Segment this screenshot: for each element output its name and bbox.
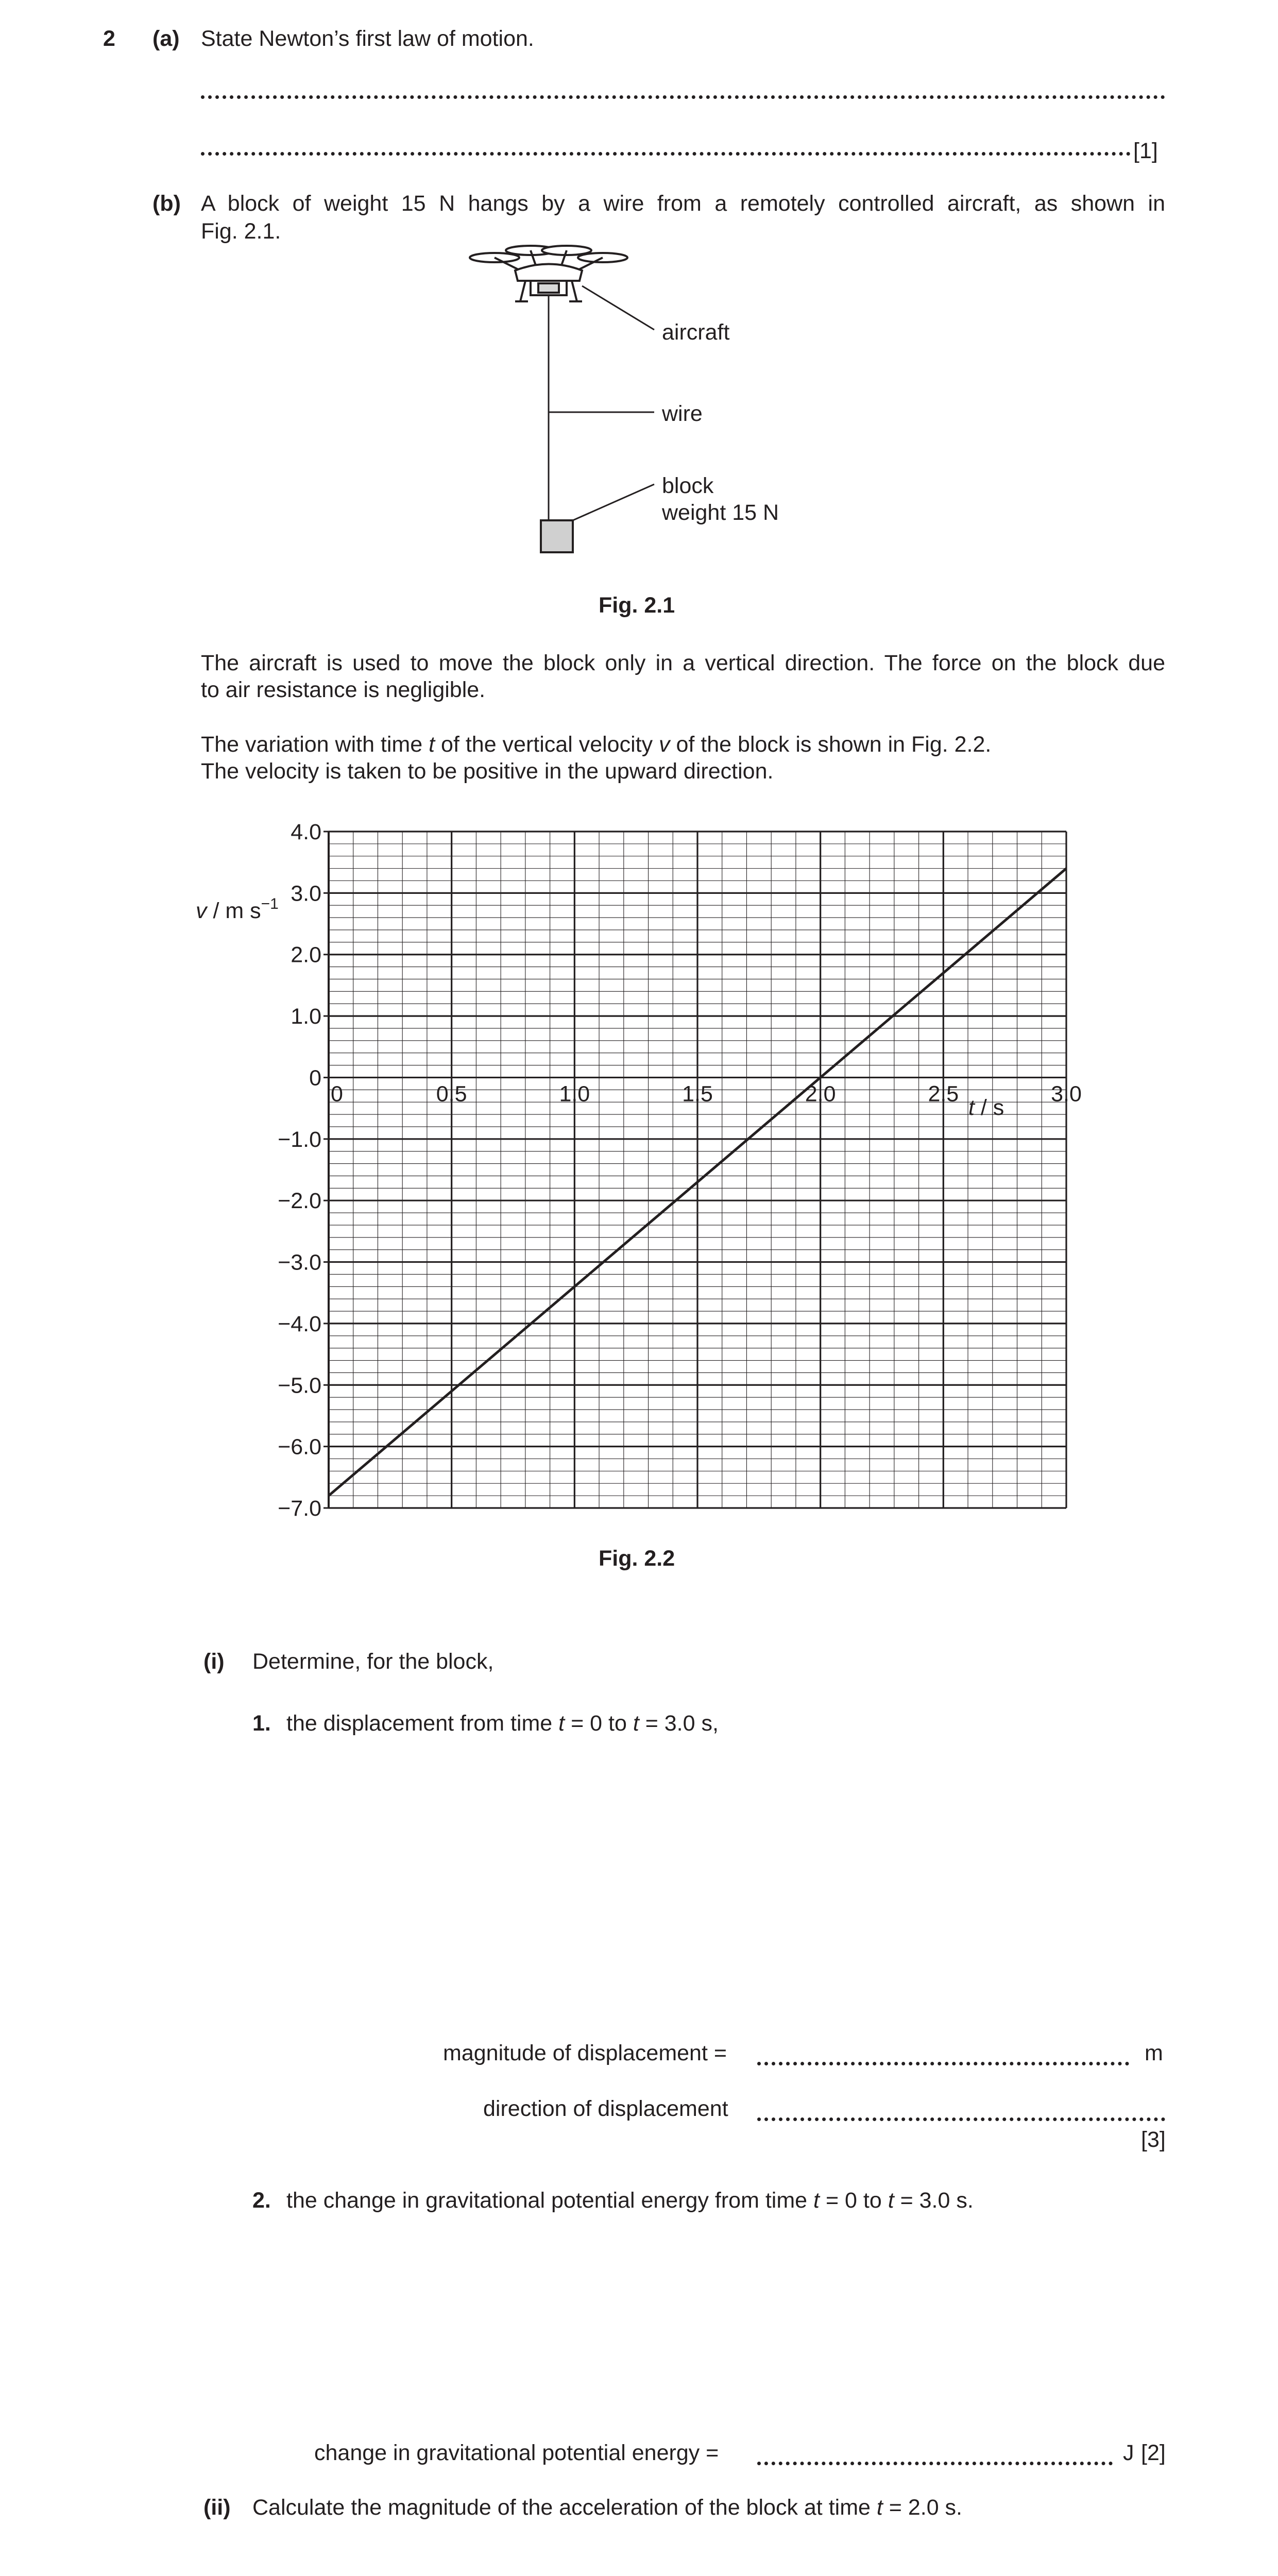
y-tick-label: 0: [309, 1065, 321, 1091]
y-tick-label: −4.0: [278, 1311, 321, 1336]
para1-line2: to air resistance is negligible.: [201, 677, 486, 702]
x-tick-label: 3.0: [1051, 1081, 1082, 1107]
part-b-intro-line2: Fig. 2.1.: [201, 219, 281, 244]
x-tick-label: 0.5: [436, 1081, 467, 1107]
y-tick-label: 3.0: [291, 881, 321, 906]
y-tick-label: −6.0: [278, 1434, 321, 1460]
part-a-label: (a): [152, 26, 180, 51]
displacement-answer-line[interactable]: [757, 2062, 1129, 2065]
ans-displacement-label: magnitude of displacement =: [443, 2041, 727, 2065]
part-a-question: State Newton’s first law of motion.: [201, 26, 534, 51]
y-tick-label: −3.0: [278, 1250, 321, 1275]
graph-tick-labels: [278, 820, 1082, 1520]
fig-2-2-velocity-time-graph: [191, 809, 1118, 1520]
fig-2-1-caption: Fig. 2.1: [599, 593, 675, 618]
fig1-label-weight: weight 15 N: [662, 500, 779, 525]
part-i-intro: Determine, for the block,: [252, 1649, 494, 1674]
part-b-label: (b): [152, 191, 181, 216]
y-tick-label: 4.0: [291, 820, 321, 844]
ans-direction-label: direction of displacement: [483, 2096, 728, 2121]
para2-line1: The variation with time t of the vertical velocity v of the block is shown in Fig. 2.2.: [201, 732, 992, 757]
y-tick-label: 1.0: [291, 1004, 321, 1029]
fig1-label-aircraft: aircraft: [662, 320, 730, 345]
x-axis-label: t / s: [968, 1095, 1004, 1120]
part-i-1-mark: [3]: [1141, 2127, 1166, 2152]
part-i-1-text: the displacement from time t = 0 to t = 3.0 s,: [286, 1711, 719, 1736]
x-tick-label: 2.5: [928, 1081, 959, 1107]
x-tick-label: 2.0: [805, 1081, 836, 1107]
question-number: 2: [103, 26, 115, 51]
answer-line[interactable]: [201, 152, 1131, 156]
graph-grid: [329, 832, 1066, 1508]
ans-gpe-unit: J: [1123, 2441, 1134, 2465]
answer-line[interactable]: [201, 95, 1165, 99]
y-tick-label: −2.0: [278, 1189, 321, 1214]
y-tick-label: 2.0: [291, 942, 321, 968]
x-tick-label: 0: [331, 1081, 343, 1107]
x-tick-label: 1.5: [682, 1081, 713, 1107]
fig1-label-wire: wire: [662, 401, 703, 426]
part-b-intro-line1: A block of weight 15 N hangs by a wire from a remotely controlled aircraft, as shown in: [201, 191, 1165, 216]
part-ii-label: (ii): [203, 2495, 231, 2520]
fig1-label-block: block: [662, 473, 714, 498]
para1-line1: The aircraft is used to move the block only in a vertical direction. The force on the block due: [201, 651, 1165, 675]
y-axis-label: v / m $s^{-1}$: [196, 895, 279, 923]
y-tick-label: −1.0: [278, 1127, 321, 1152]
part-ii-text: Calculate the magnitude of the acceleration of the block at time t = 2.0 s.: [252, 2495, 963, 2520]
ans-gpe-label: change in gravitational potential energy =: [314, 2441, 719, 2465]
part-i-1-number: 1.: [252, 1711, 271, 1736]
direction-answer-line[interactable]: [757, 2117, 1165, 2121]
fig-2-2-caption: Fig. 2.2: [599, 1546, 675, 1571]
part-i-2-number: 2.: [252, 2188, 271, 2213]
y-tick-label: −5.0: [278, 1373, 321, 1398]
ans-displacement-unit: m: [1145, 2041, 1163, 2065]
para2-line2: The velocity is taken to be positive in the upward direction.: [201, 759, 774, 784]
x-tick-label: 1.0: [559, 1081, 590, 1107]
part-i-2-mark: [2]: [1141, 2441, 1166, 2465]
part-i-2-text: the change in gravitational potential energy from time t = 0 to t = 3.0 s.: [286, 2188, 974, 2213]
gpe-answer-line[interactable]: [757, 2462, 1113, 2465]
y-tick-label: −7.0: [278, 1496, 321, 1520]
part-i-label: (i): [203, 1649, 225, 1674]
part-a-mark: [1]: [1133, 139, 1158, 163]
